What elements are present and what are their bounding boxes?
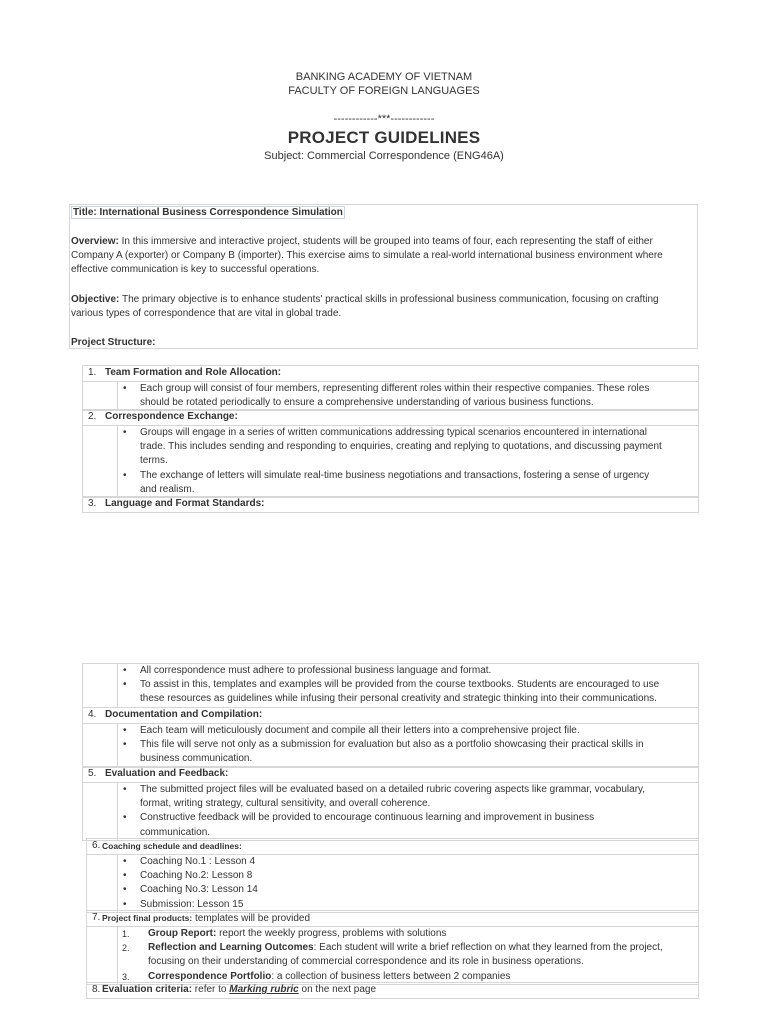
bullet-item: • The submitted project files will be evaluated based on a detailed rubric covering aspects like grammar, vocabulary, format, writing strategy, cultural sensitivity, and overall coherence.	[118, 783, 698, 811]
list-item: 1. Group Report: report the weekly progress, problems with solutions	[122, 928, 447, 939]
list-item: 2. Reflection and Learning Outcomes: Each student will write a brief reflection on what they learned from the project, focusing on their understanding of commercial correspondence and its role in business operations.	[122, 942, 663, 968]
separator: ------------***------------	[333, 113, 435, 125]
list-item: • Coaching No.3: Lesson 14	[118, 883, 698, 897]
bullet-item: • All correspondence must adhere to professional business language and format.	[118, 664, 698, 678]
objective-label: Objective:	[71, 294, 120, 305]
bullet-item: • To assist in this, templates and examples will be provided from the course textbooks. Students are encouraged to use these resources as guidelines while infusing their personal creativity and strategic thinking into their communications.	[118, 678, 698, 706]
section-number: 8.	[92, 984, 101, 995]
faculty-name: FACULTY OF FOREIGN LANGUAGES	[288, 85, 480, 97]
section-heading: Evaluation and Feedback:	[105, 768, 229, 779]
list-item: 3. Correspondence Portfolio: a collection of business letters between 2 companies	[122, 970, 511, 982]
objective-text: The primary objective is to enhance students' practical skills in professional business communication, focusing on crafting	[119, 294, 659, 305]
section-heading: Coaching schedule and deadlines:	[102, 841, 242, 851]
section-heading-note: templates will be provided	[192, 913, 311, 924]
section-evaluation-feedback	[82, 766, 699, 841]
section-heading: Language and Format Standards:	[105, 498, 265, 509]
subject-line: Subject: Commercial Correspondence (ENG46A)	[264, 150, 504, 162]
section-number: 3.	[88, 498, 97, 509]
overview-text-2: Company A (exporter) or Company B (importer). This exercise aims to simulate a real-world international business environment where	[71, 250, 663, 261]
section-language-format	[82, 496, 699, 513]
section-number: 2.	[88, 411, 97, 422]
bullet-item: • The exchange of letters will simulate real-time business negotiations and transactions, fostering a sense of urgency and realism.	[118, 469, 698, 497]
section-number: 4.	[88, 709, 97, 720]
section-language-format-body	[82, 663, 699, 707]
overview-label: Overview:	[71, 236, 119, 247]
section-correspondence-exchange	[82, 409, 699, 498]
intro-section	[69, 204, 698, 349]
institution-name: BANKING ACADEMY OF VIETNAM	[295, 71, 473, 83]
section-number: 6.	[92, 840, 101, 851]
bullet-item: • This file will serve not only as a submission for evaluation but also as a portfolio showcasing their practical skills in business communication.	[118, 738, 698, 766]
section-coaching-schedule	[86, 838, 699, 913]
section-number: 5.	[88, 768, 97, 779]
criteria-tail: on the next page	[298, 984, 377, 995]
bullet-item: • Constructive feedback will be provided to encourage continuous learning and improvement in business communication.	[118, 811, 698, 839]
section-heading: Correspondence Exchange:	[105, 411, 238, 422]
structure-label: Project Structure:	[71, 337, 156, 348]
section-number: 7.	[92, 912, 101, 923]
overview-text-3: effective communication is key to successful operations.	[71, 264, 320, 275]
objective-text-2: various types of correspondence that are vital in global trade.	[71, 308, 342, 319]
marking-rubric-link[interactable]: Marking rubric	[229, 984, 299, 995]
list-item: • Coaching No.2: Lesson 8	[118, 869, 698, 883]
section-heading: Project final products:	[102, 913, 193, 923]
criteria-text: refer to	[192, 984, 230, 995]
section-heading: Team Formation and Role Allocation:	[105, 367, 282, 378]
section-final-products	[86, 910, 699, 985]
bullet-item: • Groups will engage in a series of written communications addressing typical scenarios encountered in international trade. This includes sending and responding to enquiries, creating and replying to quotations, and discussing payment terms.	[118, 426, 698, 469]
list-item: • Submission: Lesson 15	[118, 898, 698, 912]
section-heading: Documentation and Compilation:	[105, 709, 263, 720]
page-title: PROJECT GUIDELINES	[287, 128, 481, 147]
section-documentation	[82, 707, 699, 768]
bullet-item: • Each team will meticulously document and compile all their letters into a comprehensive project file.	[118, 724, 698, 738]
project-title: Title: International Business Correspondence Simulation	[73, 207, 343, 218]
bullet-item: • Each group will consist of four members, representing different roles within their respective companies. These roles should be rotated periodically to ensure a comprehensive understanding of various business functions.	[118, 382, 698, 410]
section-number: 1.	[88, 367, 97, 378]
section-heading: Evaluation criteria:	[102, 984, 193, 995]
section-team-formation	[82, 365, 699, 411]
overview-text: In this immersive and interactive project, students will be grouped into teams of four, each representing the staff of either	[118, 236, 653, 247]
section-evaluation-criteria	[86, 982, 699, 999]
list-item: • Coaching No.1 : Lesson 4	[118, 855, 698, 869]
